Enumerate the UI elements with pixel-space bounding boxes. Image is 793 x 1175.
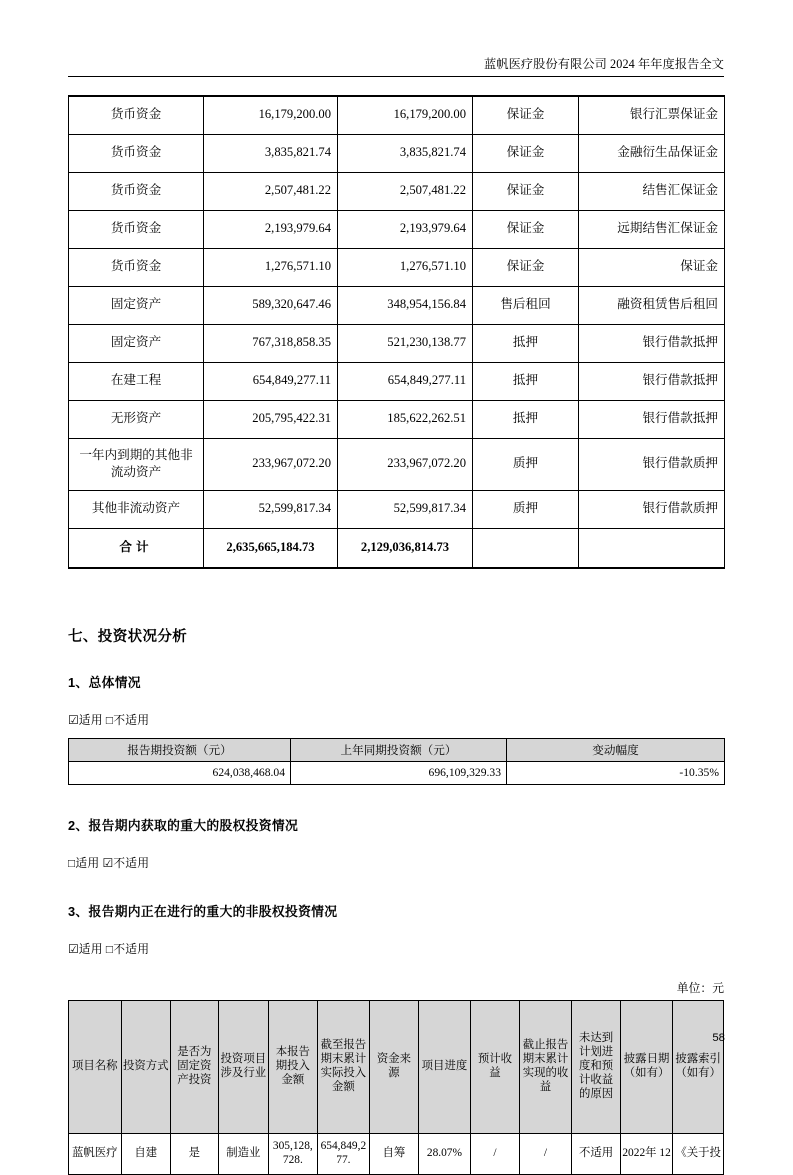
col-header-investment-method: 投资方式 xyxy=(121,1000,171,1133)
table-row xyxy=(69,362,725,400)
cell-change-rate: -10.35% xyxy=(507,761,725,784)
cell-type: 抵押 xyxy=(473,362,579,400)
table-row xyxy=(69,490,725,528)
table-row xyxy=(69,1133,724,1174)
table-header-row xyxy=(69,738,725,761)
cell-disclosure-index: 《关于投 xyxy=(673,1133,724,1174)
col-header-current-period: 报告期投资额（元） xyxy=(69,738,291,761)
cell-restricted-value: 348,954,156.84 xyxy=(338,286,473,324)
cell-item: 无形资产 xyxy=(69,400,204,438)
page-content xyxy=(68,0,724,1166)
cell-book-value: 767,318,858.35 xyxy=(204,324,338,362)
cell-book-value: 16,179,200.00 xyxy=(204,96,338,135)
cell-type: 售后租回 xyxy=(473,286,579,324)
col-header-disclosure-date: 披露日期（如有） xyxy=(620,1000,673,1133)
nonequity-investment-table-clip xyxy=(68,1000,724,1166)
cell-item: 货币资金 xyxy=(69,134,204,172)
table-row xyxy=(69,324,725,362)
table-row xyxy=(69,400,725,438)
cell-disclosure-date: 2022年 12 xyxy=(620,1133,673,1174)
cell-reason: 金融衍生品保证金 xyxy=(579,134,725,172)
cell-restricted-value: 185,622,262.51 xyxy=(338,400,473,438)
cell-type: 抵押 xyxy=(473,400,579,438)
cell-type: 保证金 xyxy=(473,172,579,210)
restricted-assets-table xyxy=(68,95,725,569)
table-row-total xyxy=(69,528,725,568)
cell-reason: 银行汇票保证金 xyxy=(579,96,725,135)
subsection-heading-overall: 1、总体情况 xyxy=(68,674,141,690)
table-row xyxy=(69,248,725,286)
cell-item: 一年内到期的其他非流动资产 xyxy=(69,438,204,490)
applicable-flag-equity-investment: □适用 ☑不适用 xyxy=(68,855,150,870)
col-header-cumulative-return: 截止报告期末累计实现的收益 xyxy=(519,1000,572,1133)
cell-restricted-value: 16,179,200.00 xyxy=(338,96,473,135)
applicable-flag-nonequity-investment: ☑适用 □不适用 xyxy=(68,941,150,956)
cell-item: 其他非流动资产 xyxy=(69,490,204,528)
cell-restricted-value: 654,849,277.11 xyxy=(338,362,473,400)
cell-type: 质押 xyxy=(473,438,579,490)
cell-total-restricted-value: 2,129,036,814.73 xyxy=(338,528,473,568)
nonequity-investment-table xyxy=(68,1000,724,1175)
cell-book-value: 2,193,979.64 xyxy=(204,210,338,248)
cell-book-value: 654,849,277.11 xyxy=(204,362,338,400)
cell-item: 货币资金 xyxy=(69,210,204,248)
section-heading-investment-analysis: 七、投资状况分析 xyxy=(68,628,188,645)
page-number: 58 xyxy=(712,1032,725,1044)
cell-book-value: 589,320,647.46 xyxy=(204,286,338,324)
restricted-assets-body xyxy=(69,96,725,568)
col-header-progress: 项目进度 xyxy=(418,1000,471,1133)
cell-expected-return: / xyxy=(471,1133,520,1174)
cell-reason: 远期结售汇保证金 xyxy=(579,210,725,248)
cell-book-value: 2,507,481.22 xyxy=(204,172,338,210)
cell-book-value: 52,599,817.34 xyxy=(204,490,338,528)
applicable-flag-overall: ☑适用 □不适用 xyxy=(68,712,150,727)
cell-cumulative-amount: 654,849,277. xyxy=(317,1133,370,1174)
cell-restricted-value: 1,276,571.10 xyxy=(338,248,473,286)
overall-investment-table xyxy=(68,738,725,785)
cell-reason: 银行借款质押 xyxy=(579,438,725,490)
nonequity-investment-head xyxy=(69,1000,724,1133)
subsection-heading-equity-investment: 2、报告期内获取的重大的股权投资情况 xyxy=(68,817,299,833)
cell-total-label: 合计 xyxy=(69,528,204,568)
cell-book-value: 205,795,422.31 xyxy=(204,400,338,438)
cell-progress: 28.07% xyxy=(418,1133,471,1174)
col-header-prior-period: 上年同期投资额（元） xyxy=(291,738,507,761)
cell-item: 货币资金 xyxy=(69,248,204,286)
overall-investment-head xyxy=(69,738,725,761)
cell-type: 保证金 xyxy=(473,96,579,135)
col-header-cumulative-amount: 截至报告期末累计实际投入金额 xyxy=(317,1000,370,1133)
col-header-project-name: 项目名称 xyxy=(69,1000,122,1133)
cell-restricted-value: 3,835,821.74 xyxy=(338,134,473,172)
cell-investment-method: 自建 xyxy=(121,1133,171,1174)
cell-restricted-value: 52,599,817.34 xyxy=(338,490,473,528)
overall-investment-body xyxy=(69,761,725,784)
running-header: 蓝帆医疗股份有限公司 2024 年年度报告全文 xyxy=(68,0,724,77)
cell-period-amount: 305,128,728. xyxy=(269,1133,318,1174)
table-row xyxy=(69,286,725,324)
cell-item: 货币资金 xyxy=(69,96,204,135)
cell-book-value: 1,276,571.10 xyxy=(204,248,338,286)
table-row xyxy=(69,172,725,210)
col-header-disclosure-index: 披露索引（如有） xyxy=(673,1000,724,1133)
cell-reason: 结售汇保证金 xyxy=(579,172,725,210)
cell-project-name: 蓝帆医疗 xyxy=(69,1133,122,1174)
table-row xyxy=(69,96,725,135)
cell-restricted-value: 2,193,979.64 xyxy=(338,210,473,248)
cell-shortfall-reason: 不适用 xyxy=(572,1133,621,1174)
cell-type: 保证金 xyxy=(473,134,579,172)
cell-book-value: 3,835,821.74 xyxy=(204,134,338,172)
table-row xyxy=(69,134,725,172)
cell-reason: 银行借款抵押 xyxy=(579,362,725,400)
cell-is-fixed-asset: 是 xyxy=(171,1133,219,1174)
col-header-shortfall-reason: 未达到计划进度和预计收益的原因 xyxy=(572,1000,621,1133)
cell-item: 货币资金 xyxy=(69,172,204,210)
cell-total-type xyxy=(473,528,579,568)
cell-type: 保证金 xyxy=(473,210,579,248)
cell-reason: 银行借款质押 xyxy=(579,490,725,528)
col-header-funding-source: 资金来源 xyxy=(370,1000,419,1133)
cell-book-value: 233,967,072.20 xyxy=(204,438,338,490)
cell-type: 保证金 xyxy=(473,248,579,286)
cell-industry: 制造业 xyxy=(218,1133,269,1174)
cell-restricted-value: 233,967,072.20 xyxy=(338,438,473,490)
table-row xyxy=(69,210,725,248)
cell-reason: 保证金 xyxy=(579,248,725,286)
cell-item: 在建工程 xyxy=(69,362,204,400)
cell-prior-period-amount: 696,109,329.33 xyxy=(291,761,507,784)
col-header-period-amount: 本报告期投入金额 xyxy=(269,1000,318,1133)
col-header-expected-return: 预计收益 xyxy=(471,1000,520,1133)
cell-item: 固定资产 xyxy=(69,324,204,362)
col-header-is-fixed-asset: 是否为固定资产投资 xyxy=(171,1000,219,1133)
unit-label: 单位：元 xyxy=(676,980,724,995)
col-header-industry: 投资项目涉及行业 xyxy=(218,1000,269,1133)
cell-restricted-value: 2,507,481.22 xyxy=(338,172,473,210)
table-header-row xyxy=(69,1000,724,1133)
col-header-change: 变动幅度 xyxy=(507,738,725,761)
cell-item: 固定资产 xyxy=(69,286,204,324)
cell-restricted-value: 521,230,138.77 xyxy=(338,324,473,362)
cell-current-period-amount: 624,038,468.04 xyxy=(69,761,291,784)
cell-total-book-value: 2,635,665,184.73 xyxy=(204,528,338,568)
cell-type: 抵押 xyxy=(473,324,579,362)
cell-type: 质押 xyxy=(473,490,579,528)
cell-reason: 融资租赁售后租回 xyxy=(579,286,725,324)
cell-total-reason xyxy=(579,528,725,568)
cell-funding-source: 自筹 xyxy=(370,1133,419,1174)
subsection-heading-nonequity-investment: 3、报告期内正在进行的重大的非股权投资情况 xyxy=(68,903,338,919)
table-row xyxy=(69,438,725,490)
cell-reason: 银行借款抵押 xyxy=(579,400,725,438)
nonequity-investment-body xyxy=(69,1133,724,1174)
cell-reason: 银行借款抵押 xyxy=(579,324,725,362)
cell-cumulative-return: / xyxy=(519,1133,572,1174)
table-row xyxy=(69,761,725,784)
